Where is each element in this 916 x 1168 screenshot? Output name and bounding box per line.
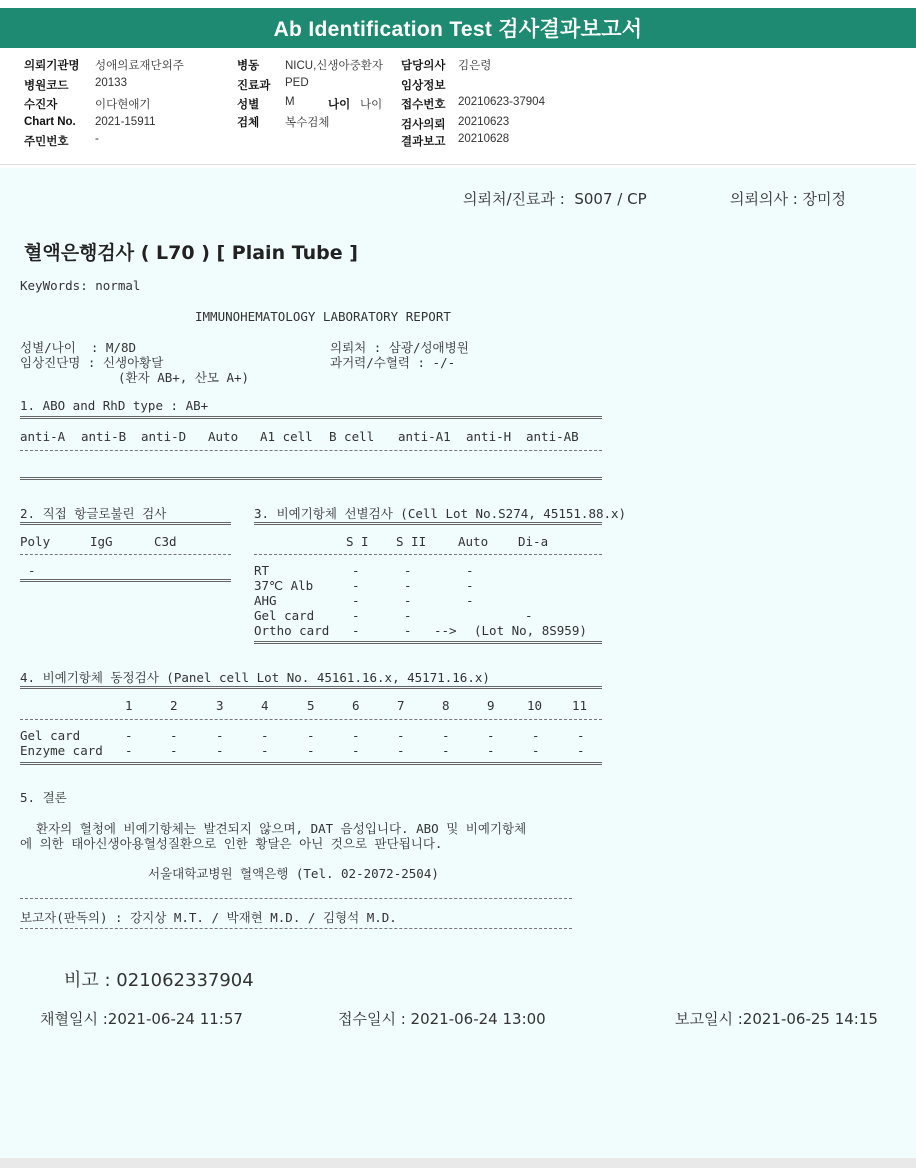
patient-diagnosis-note: (환자 AB+, 산모 A+) xyxy=(118,370,250,385)
report-date-value: 20210628 xyxy=(458,133,510,145)
screen-cell: - xyxy=(466,563,474,578)
dat-col-poly: Poly xyxy=(20,534,51,549)
age-value: 나이 xyxy=(360,99,383,111)
section2-header-rule xyxy=(20,554,231,555)
reporters-top-rule xyxy=(20,898,572,899)
institution-label: 의뢰기관명 xyxy=(24,60,80,72)
bottom-strip xyxy=(0,1158,916,1168)
request-info-block xyxy=(0,48,916,165)
section2-top-rule xyxy=(20,522,231,525)
panel-cell: - xyxy=(170,728,178,743)
panel-cell: - xyxy=(261,728,269,743)
screen-row-label: 37℃ Alb xyxy=(254,578,314,593)
panel-cell: - xyxy=(352,743,360,758)
panel-cell: - xyxy=(261,743,269,758)
panel-cell: - xyxy=(125,743,133,758)
panel-cell: - xyxy=(442,728,450,743)
screen-cell: - xyxy=(404,608,412,623)
screen-row-label: RT xyxy=(254,563,270,578)
keywords: KeyWords: normal xyxy=(20,278,141,293)
department-label: 진료과 xyxy=(237,80,271,92)
section1-header-rule xyxy=(20,450,602,451)
resident-no-value: - xyxy=(95,133,99,145)
section2-title: 2. 직접 항글로불린 검사 xyxy=(20,506,167,521)
doctor-label: 담당의사 xyxy=(401,60,446,72)
section5-title: 5. 결론 xyxy=(20,790,67,805)
panel-cell: - xyxy=(397,743,405,758)
abo-col-a1-cell: A1 cell xyxy=(260,429,313,444)
abo-col-anti-a: anti-A xyxy=(20,429,66,444)
screen-row-label: Ortho card xyxy=(254,623,330,638)
lab-report-title: IMMUNOHEMATOLOGY LABORATORY REPORT xyxy=(195,309,451,324)
receipt-no-value: 20210623-37904 xyxy=(458,96,545,108)
abo-col-anti-a1: anti-A1 xyxy=(398,429,451,444)
chart-no-label: Chart No. xyxy=(24,116,76,128)
screen-cell: - xyxy=(352,563,360,578)
panel-col: 2 xyxy=(170,698,178,713)
patient-history: 과거력/수혈력 : -/- xyxy=(330,355,456,370)
patient-sex-age: 성별/나이 : M/8D xyxy=(20,340,137,355)
referrer-line: 의뢰처/진료과 : S007 / CP xyxy=(463,190,647,208)
doctor-value: 김은령 xyxy=(458,60,492,72)
conclusion-line-2: 에 의한 태아신생아용혈성질환으로 인한 황달은 아닌 것으로 판단됩니다. xyxy=(20,836,443,851)
test-title: 혈액은행검사 ( L70 ) [ Plain Tube ] xyxy=(24,242,358,264)
section2-bottom-rule xyxy=(20,579,231,582)
section1-title: 1. ABO and RhD type : AB+ xyxy=(20,398,209,413)
screen-col-dia: Di-a xyxy=(518,534,549,549)
panel-cell: - xyxy=(577,728,585,743)
screen-cell: - xyxy=(404,563,412,578)
report-document xyxy=(0,168,916,1158)
dat-col-igg: IgG xyxy=(90,534,113,549)
specimen-value: 복수검체 xyxy=(285,117,330,129)
patient-diagnosis: 임상진단명 : 신생아황달 xyxy=(20,355,164,370)
dat-result: - xyxy=(28,563,36,578)
screen-row-label: Gel card xyxy=(254,608,315,623)
screen-cell: - xyxy=(404,578,412,593)
section4-bottom-rule xyxy=(20,762,602,765)
panel-col: 1 xyxy=(125,698,133,713)
resident-no-label: 주민번호 xyxy=(24,136,69,148)
screen-row-label: AHG xyxy=(254,593,277,608)
abo-col-auto: Auto xyxy=(208,429,239,444)
screen-col-s2: S II xyxy=(396,534,427,549)
panel-cell: - xyxy=(307,728,315,743)
panel-cell: - xyxy=(442,743,450,758)
panel-col: 6 xyxy=(352,698,360,713)
panel-cell: - xyxy=(487,743,495,758)
panel-cell: - xyxy=(352,728,360,743)
panel-cell: - xyxy=(216,743,224,758)
panel-col: 5 xyxy=(307,698,315,713)
screen-cell: - xyxy=(352,623,360,638)
abo-col-anti-d: anti-D xyxy=(141,429,187,444)
patient-referral: 의뢰처 : 삼광/성애병원 xyxy=(330,340,469,355)
abo-col-anti-h: anti-H xyxy=(466,429,512,444)
screen-cell: - xyxy=(352,608,360,623)
panel-col: 3 xyxy=(216,698,224,713)
screen-col-s1: S I xyxy=(346,534,369,549)
report-title: Ab Identification Test 검사결과보고서 xyxy=(273,18,643,41)
collection-datetime: 채혈일시 :2021-06-24 11:57 xyxy=(40,1010,243,1028)
abo-col-anti-b: anti-B xyxy=(81,429,127,444)
panel-row-label: Enzyme card xyxy=(20,743,103,758)
reporters-line: 보고자(판독의) : 강지상 M.T. / 박재현 M.D. / 김형석 M.D. xyxy=(20,910,397,925)
panel-cell: - xyxy=(397,728,405,743)
section1-bottom-rule xyxy=(20,477,602,480)
section3-top-rule xyxy=(254,522,602,525)
panel-cell: - xyxy=(532,743,540,758)
panel-row-label: Gel card xyxy=(20,728,81,743)
panel-cell: - xyxy=(307,743,315,758)
panel-col: 11 xyxy=(572,698,588,713)
panel-col: 7 xyxy=(397,698,405,713)
screen-col-auto: Auto xyxy=(458,534,489,549)
hospital-code-value: 20133 xyxy=(95,77,127,89)
department-value: PED xyxy=(285,77,309,89)
section4-top-rule xyxy=(20,686,602,689)
section4-header-rule xyxy=(20,719,602,720)
panel-cell: - xyxy=(216,728,224,743)
panel-cell: - xyxy=(170,743,178,758)
section3-bottom-rule xyxy=(254,641,602,644)
panel-col: 4 xyxy=(261,698,269,713)
section3-title: 3. 비예기항체 선별검사 (Cell Lot No.S274, 45151.88.x) xyxy=(254,506,627,521)
hospital-line: 서울대학교병원 혈액은행 (Tel. 02-2072-2504) xyxy=(148,866,439,881)
screen-cell: - xyxy=(404,623,412,638)
screen-cell: - xyxy=(466,578,474,593)
panel-col: 10 xyxy=(527,698,543,713)
chart-no-value: 2021-15911 xyxy=(95,116,156,128)
specimen-label: 검체 xyxy=(237,117,260,129)
reporters-bottom-rule xyxy=(20,928,572,929)
dat-col-c3d: C3d xyxy=(154,534,177,549)
institution-value: 성애의료재단외주 xyxy=(95,60,184,72)
clinical-info-label: 임상정보 xyxy=(401,80,446,92)
sex-label: 성별 xyxy=(237,99,260,111)
screen-cell: --> xyxy=(434,623,457,638)
section1-top-rule xyxy=(20,416,602,419)
recipient-label: 수진자 xyxy=(24,99,58,111)
section3-header-rule xyxy=(254,554,602,555)
remarks-line: 비고 : 021062337904 xyxy=(64,970,254,991)
screen-cell: - xyxy=(352,578,360,593)
screen-cell: - xyxy=(466,593,474,608)
abo-col-b-cell: B cell xyxy=(329,429,375,444)
panel-cell: - xyxy=(532,728,540,743)
conclusion-line-1: 환자의 혈청에 비예기항체는 발견되지 않으며, DAT 음성입니다. ABO 및 비예기항체 xyxy=(36,821,527,836)
request-date-value: 20210623 xyxy=(458,116,510,128)
ward-value: NICU,신생아중환자 xyxy=(285,60,383,72)
sex-value: M xyxy=(285,96,295,108)
panel-cell: - xyxy=(577,743,585,758)
panel-col: 9 xyxy=(487,698,495,713)
physician-line: 의뢰의사 : 장미정 xyxy=(730,190,847,208)
recipient-value: 이다현애기 xyxy=(95,99,151,111)
abo-col-anti-ab: anti-AB xyxy=(526,429,579,444)
receipt-no-label: 접수번호 xyxy=(401,99,446,111)
receipt-datetime: 접수일시 : 2021-06-24 13:00 xyxy=(338,1010,546,1028)
panel-col: 8 xyxy=(442,698,450,713)
screen-cell: - xyxy=(525,608,533,623)
age-label: 나이 xyxy=(328,99,351,111)
panel-cell: - xyxy=(487,728,495,743)
screen-cell: - xyxy=(404,593,412,608)
hospital-code-label: 병원코드 xyxy=(24,80,69,92)
panel-cell: - xyxy=(125,728,133,743)
screen-cell: - xyxy=(352,593,360,608)
screen-cell: (Lot No, 8S959) xyxy=(474,623,587,638)
report-title-bar xyxy=(0,8,916,48)
request-date-label: 검사의뢰 xyxy=(401,119,446,131)
report-date-label: 결과보고 xyxy=(401,136,446,148)
report-datetime: 보고일시 :2021-06-25 14:15 xyxy=(675,1010,878,1028)
section4-title: 4. 비예기항체 동정검사 (Panel cell Lot No. 45161.16.x, 45171.16.x) xyxy=(20,670,490,685)
ward-label: 병동 xyxy=(237,60,260,72)
